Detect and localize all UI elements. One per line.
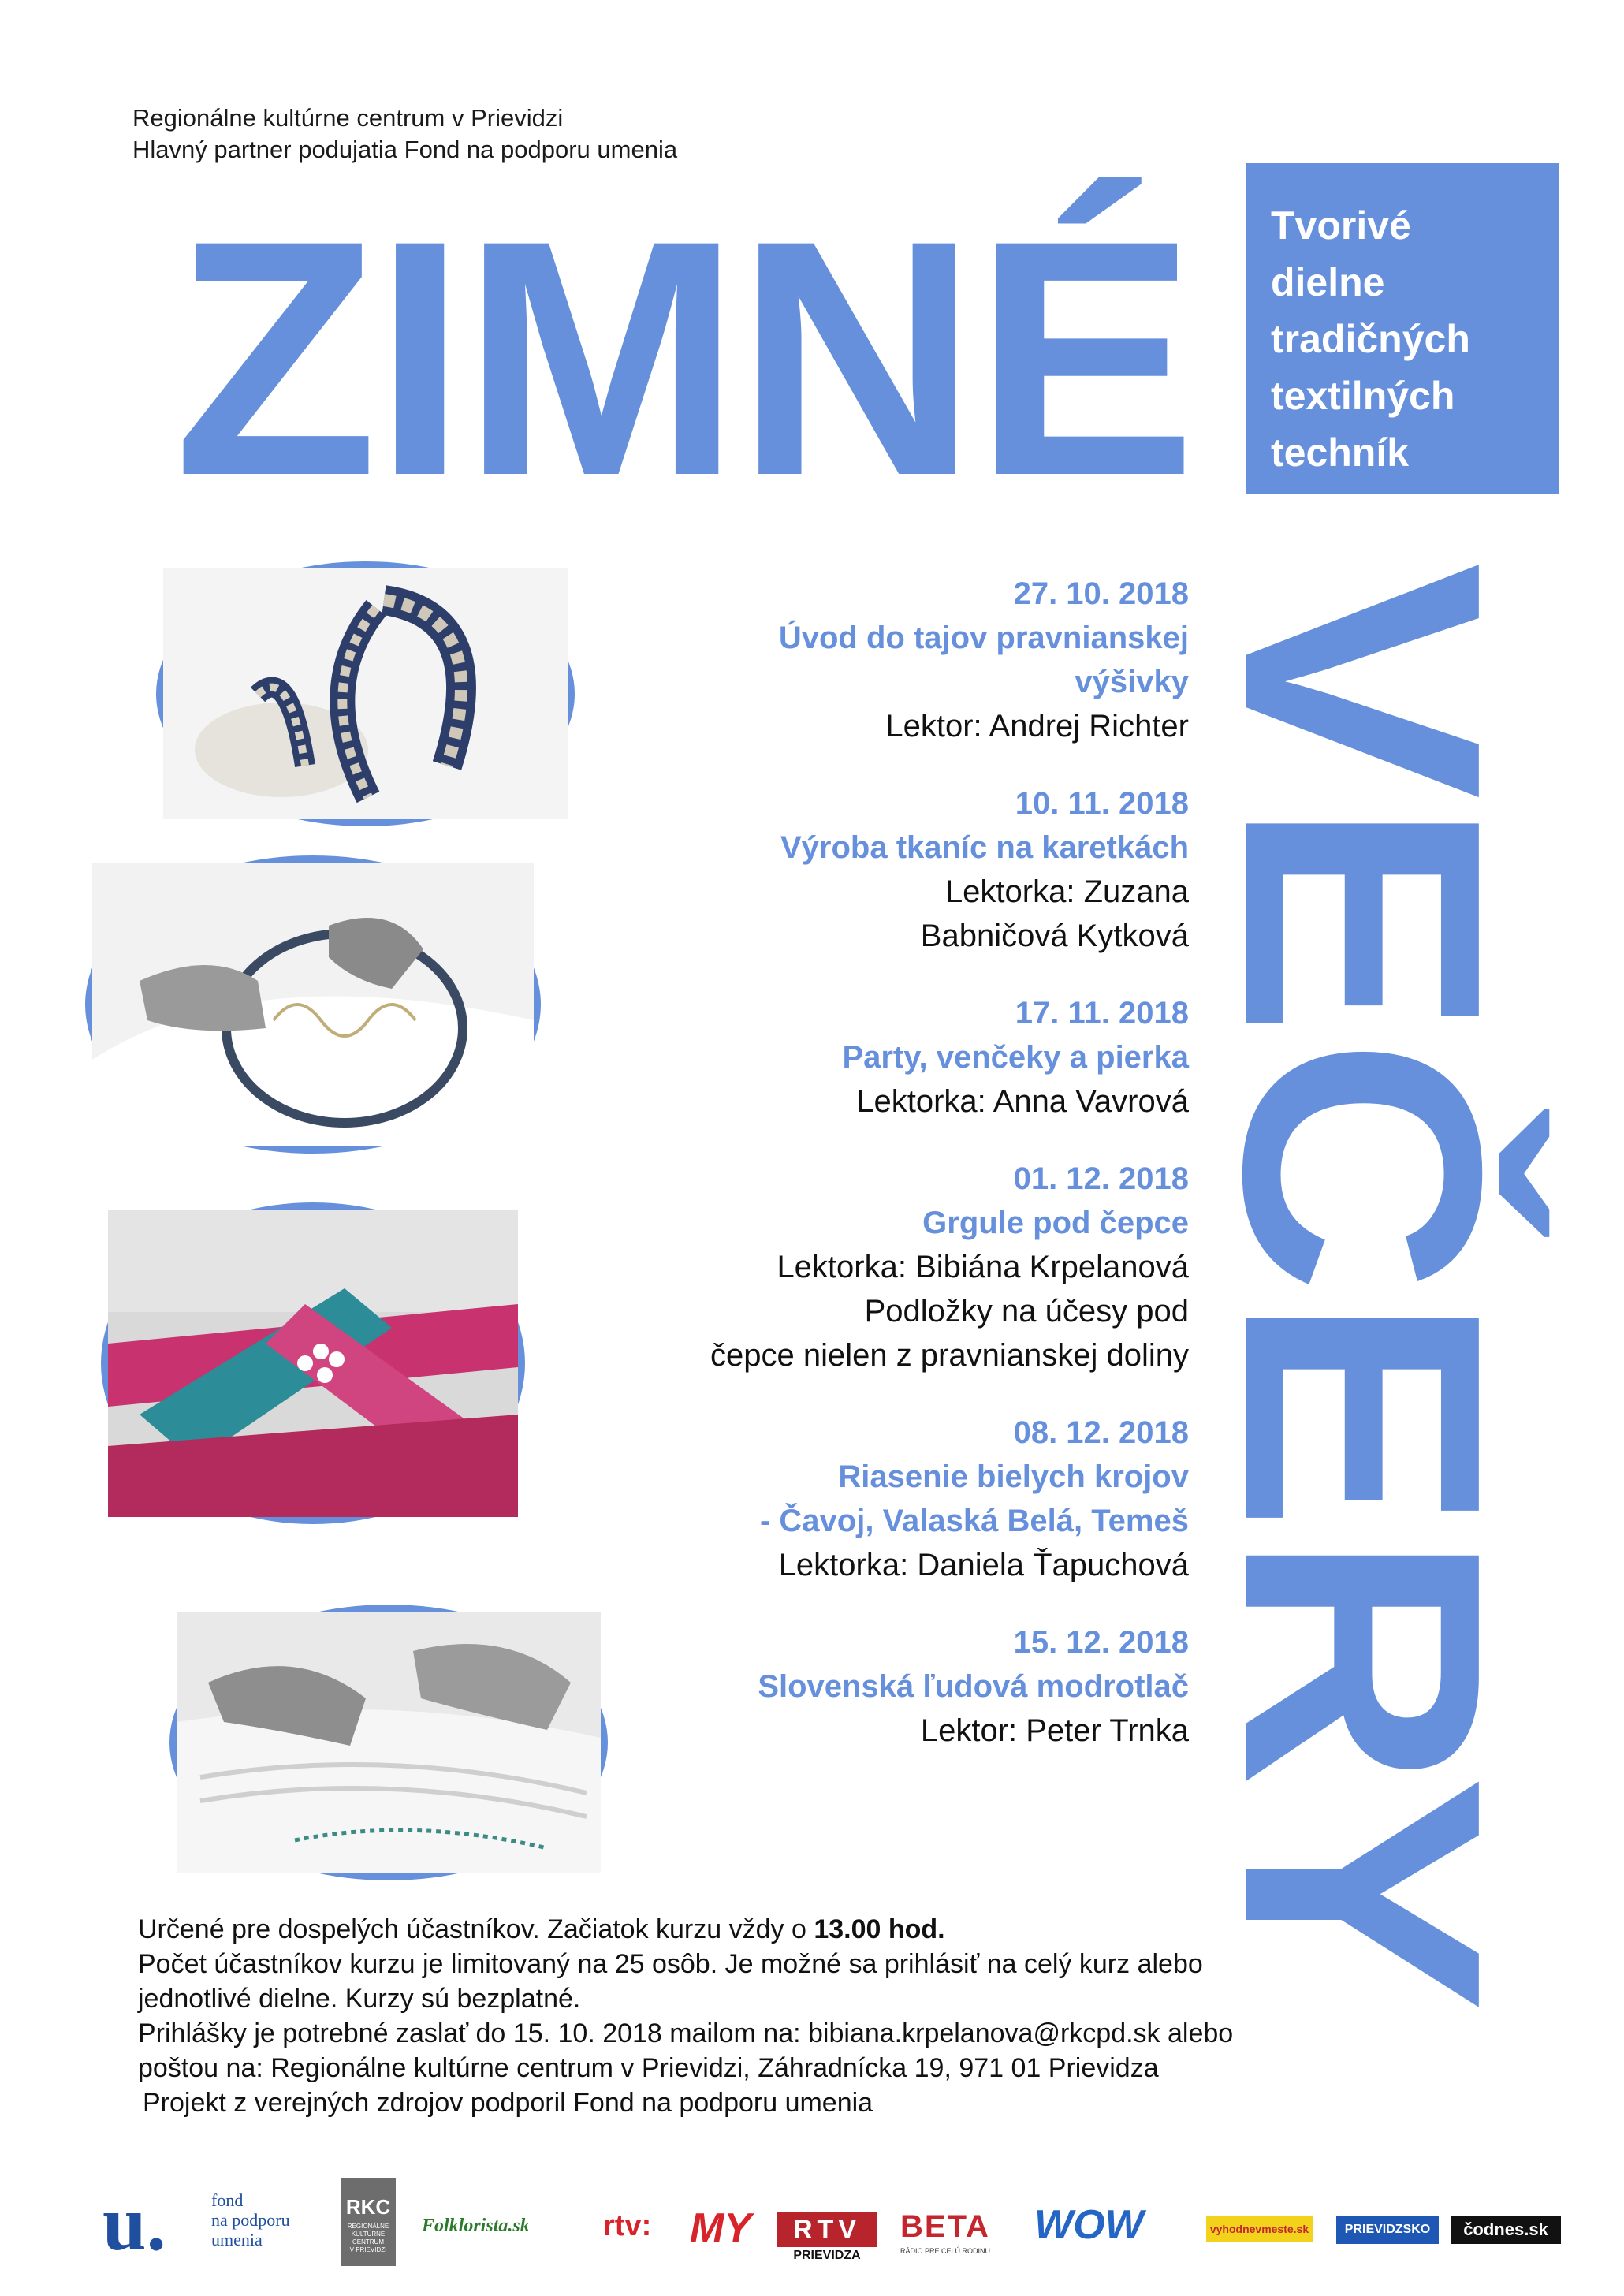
event-description: čepce nielen z pravnianskej doliny xyxy=(710,1338,1189,1373)
event-lecturer: Lektorka: Zuzana xyxy=(944,874,1189,909)
event-item xyxy=(243,1620,1189,1753)
folklorista-logo: Folklorista.sk xyxy=(422,2216,530,2236)
event-lecturer: Lektorka: Bibiána Krpelanová xyxy=(777,1250,1189,1284)
rtv-prievidza-logo: RTV xyxy=(777,2212,877,2247)
fpu-logo-mark: u. xyxy=(102,2179,166,2267)
info-line: poštou na: Regionálne kultúrne centrum v Prievidzi, Záhradnícka 19, 971 01 Prievidza xyxy=(138,2053,1159,2083)
my-logo: MY xyxy=(690,2205,751,2251)
info-line: Počet účastníkov kurzu je limitovaný na 25 osôb. Je možné sa prihlásiť na celý kurz alebo xyxy=(138,1949,1203,1979)
title-zimne: ZIMNÉ xyxy=(173,171,1193,546)
event-item xyxy=(243,1411,1189,1587)
rkc-logo-subtext: REGIONÁLNE KULTÚRNE CENTRUM V PRIEVIDZI xyxy=(347,2223,389,2253)
event-date: 15. 12. 2018 xyxy=(1013,1625,1189,1660)
event-title: - Čavoj, Valaská Belá, Temeš xyxy=(759,1504,1189,1538)
beta-radio-subtext: RÁDIO PRE CELÚ RODINU xyxy=(900,2247,991,2255)
event-title: Výroba tkaníc na karetkách xyxy=(780,830,1189,865)
event-date: 10. 11. 2018 xyxy=(1015,786,1189,821)
sponsor-logos xyxy=(0,2179,1624,2271)
rkc-logo-text: RKC xyxy=(345,2195,391,2219)
event-lecturer: Lektorka: Anna Vavrová xyxy=(856,1084,1189,1119)
fpu-logo-text: fond na podporu umenia xyxy=(211,2190,290,2249)
organizer-line: Regionálne kultúrne centrum v Prievidzi xyxy=(132,104,564,132)
organizer-header xyxy=(132,102,677,166)
info-line: Projekt z verejných zdrojov podporil Fond na podporu umenia xyxy=(143,2088,873,2118)
partner-line: Hlavný partner podujatia Fond na podporu umenia xyxy=(132,136,678,163)
info-line: Prihlášky je potrebné zaslať do 15. 10. 2018 mailom na: bibiana.krpelanova@rkcpd.sk alebo xyxy=(138,2018,1234,2048)
wow-logo: WOW xyxy=(1034,2202,1144,2248)
event-item xyxy=(243,991,1189,1124)
event-date: 17. 11. 2018 xyxy=(1015,996,1189,1031)
event-title: Grgule pod čepce xyxy=(922,1206,1189,1240)
beta-radio-logo: BETA xyxy=(900,2209,990,2244)
title-vecery xyxy=(1173,562,1551,2013)
info-text: Určené pre dospelých účastníkov. Začiatok kurzu vždy o xyxy=(138,1914,814,1944)
events-list xyxy=(243,572,1189,1786)
event-item xyxy=(243,572,1189,748)
event-lecturer: Lektor: Peter Trnka xyxy=(920,1713,1189,1748)
event-lecturer: Lektor: Andrej Richter xyxy=(885,709,1189,744)
vyhodnevmeste-logo: vyhodnevmeste.sk xyxy=(1206,2216,1313,2242)
subtitle-text: Tvorivé dielne tradičných textilných techník xyxy=(1271,203,1470,475)
event-title: Slovenská ľudová modrotlač xyxy=(758,1669,1189,1704)
info-block xyxy=(138,1912,1525,2120)
event-title: výšivky xyxy=(1075,665,1189,699)
event-date: 27. 10. 2018 xyxy=(1013,576,1189,611)
rkc-logo xyxy=(341,2178,396,2266)
event-lecturer: Lektorka: Daniela Ťapuchová xyxy=(778,1548,1189,1582)
rtv-prievidza-subtext: PRIEVIDZA xyxy=(793,2249,861,2262)
event-title: Riasenie bielych krojov xyxy=(838,1459,1189,1494)
title-vecery-text: VEČERY xyxy=(1173,562,1551,1944)
prievidzsko-logo: PRIEVIDZSKO xyxy=(1336,2216,1439,2244)
event-item xyxy=(243,781,1189,958)
event-title: Úvod do tajov pravnianskej xyxy=(778,621,1189,655)
event-title: Party, venčeky a pierka xyxy=(842,1040,1189,1075)
event-lecturer: Babničová Kytková xyxy=(920,919,1189,953)
info-line xyxy=(138,1912,1525,1947)
start-time: 13.00 hod. xyxy=(814,1914,945,1944)
rtv-slovak-logo: rtv: xyxy=(603,2209,652,2242)
info-line: jednotlivé dielne. Kurzy sú bezplatné. xyxy=(138,1984,581,2014)
event-date: 08. 12. 2018 xyxy=(1013,1415,1189,1450)
codnes-logo: čodnes.sk xyxy=(1451,2216,1561,2244)
event-description: Podložky na účesy pod xyxy=(864,1294,1189,1329)
event-item xyxy=(243,1157,1189,1377)
event-date: 01. 12. 2018 xyxy=(1013,1161,1189,1196)
title-vecery-svg xyxy=(1173,562,1551,2013)
